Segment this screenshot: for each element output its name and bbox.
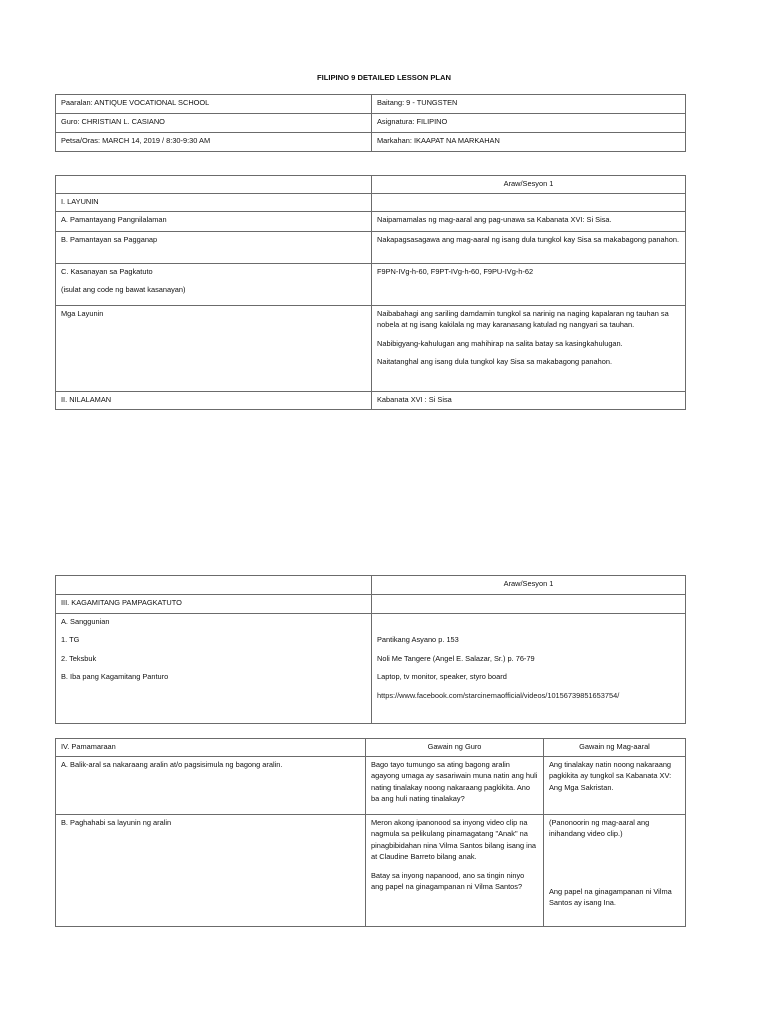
layunin-item: Naitatanghal ang isang dula tungkol kay Sisa sa makabagong panahon. [377, 357, 613, 367]
mga-layunin-values [372, 306, 686, 392]
teksbuk-value: Noli Me Tangere (Angel E. Salazar, Sr.) p. 76-79 [377, 653, 535, 663]
araw-sesyon-header: Araw/Sesyon 1 [372, 176, 686, 194]
sanggunian-label: A. Sanggunian [61, 617, 110, 626]
header-info-table [55, 94, 686, 152]
teksbuk-label: 2. Teksbuk [61, 653, 97, 663]
pamantayan-sa-pagganap-value: Nakapagsasagawa ang mag-aaral ng isang dula tungkol kay Sisa sa makabagong panahon. [372, 232, 686, 264]
empty-header-cell [56, 176, 372, 194]
pamantayan-sa-pagganap-label: B. Pamantayan sa Pagganap [56, 232, 372, 264]
empty-cell [372, 595, 686, 614]
gawain-ng-guro-header: Gawain ng Guro [366, 739, 544, 757]
iba-pang-kagamitan-label: B. Iba pang Kagamitang Panturo [61, 672, 169, 682]
kagamitan-section-label: III. KAGAMITANG PAMPAGKATUTO [56, 595, 372, 614]
pamantayang-pangnilalaman-label: A. Pamantayang Pangnilalaman [56, 212, 372, 232]
pamamaraan-header: IV. Pamamaraan [56, 739, 366, 757]
guro-cell: Guro: CHRISTIAN L. CASIANO [56, 114, 372, 133]
baitang-cell: Baitang: 9 - TUNGSTEN [372, 95, 686, 114]
kasanayan-note: (isulat ang code ng bawat kasanayan) [61, 285, 186, 295]
paghahabi-guro [366, 815, 544, 927]
nilalaman-value: Kabanata XVI : Si Sisa [372, 392, 686, 410]
nilalaman-label: II. NILALAMAN [56, 392, 372, 410]
kasanayan-label-cell [56, 264, 372, 306]
paghahabi-label: B. Paghahabi sa layunin ng aralin [56, 815, 366, 927]
empty-header-cell [56, 576, 372, 595]
pamamaraan-table [55, 738, 686, 927]
asignatura-cell: Asignatura: FILIPINO [372, 114, 686, 133]
paaralan-cell: Paaralan: ANTIQUE VOCATIONAL SCHOOL [56, 95, 372, 114]
layunin-item: Naibabahagi ang sariling damdamin tungkol sa narinig na naging kapalaran ng tauhan sa nobela at ng isang kakilala ng may karanasang katulad ng nangyari sa tauhan. [377, 309, 669, 330]
video-link[interactable]: https://www.facebook.com/starcinemaofficial/videos/10156739851653754/ [377, 690, 620, 700]
paghahabi-magaaral-text: (Panonoorin ng mag-aaral ang inihandang video clip.) [549, 818, 650, 839]
balik-aral-magaaral: Ang tinalakay natin noong nakaraang pagkikita ay tungkol sa Kabanata XV: Ang Mga Sakristan. [544, 757, 686, 815]
document-title: FILIPINO 9 DETAILED LESSON PLAN [316, 73, 452, 82]
iba-pang-kagamitan-value: Laptop, tv monitor, speaker, styro board [377, 672, 507, 682]
layunin-section-label: I. LAYUNIN [56, 194, 372, 212]
layunin-item: Nabibigyang-kahulugan ang mahihirap na salita batay sa kasingkahulugan. [377, 338, 623, 348]
markahan-cell: Markahan: IKAAPAT NA MARKAHAN [372, 133, 686, 152]
sanggunian-labels [56, 614, 372, 724]
paghahabi-guro-text: Meron akong ipanonood sa inyong video clip na nagmula sa pelikulang pinamagatang "Anak" na pinagbibidahan nina Vilma Santos bilang isang ina at Claudine Barreto bilang anak. [371, 818, 537, 862]
paghahabi-guro-question: Batay sa inyong napanood, ano sa tingin ninyo ang papel na ginagampanan ni Vilma Santos? [371, 870, 525, 892]
balik-aral-label: A. Balik-aral sa nakaraang aralin at/o pagsisimula ng bagong aralin. [56, 757, 366, 815]
kagamitan-table [55, 575, 686, 724]
paghahabi-magaaral-answer: Ang papel na ginagampanan ni Vilma Santos ay isang Ina. [549, 886, 672, 908]
petsa-cell: Petsa/Oras: MARCH 14, 2019 / 8:30-9:30 AM [56, 133, 372, 152]
mga-layunin-label: Mga Layunin [56, 306, 372, 392]
paghahabi-magaaral [544, 815, 686, 927]
layunin-table [55, 175, 686, 410]
kasanayan-codes: F9PN-IVg-h-60, F9PT-IVg-h-60, F9PU-IVg-h-62 [372, 264, 686, 306]
empty-cell [372, 194, 686, 212]
sanggunian-values [372, 614, 686, 724]
tg-value: Pantikang Asyano p. 153 [377, 635, 459, 645]
kasanayan-label: C. Kasanayan sa Pagkatuto [61, 267, 153, 276]
tg-label: 1. TG [61, 635, 80, 645]
araw-sesyon-header: Araw/Sesyon 1 [372, 576, 686, 595]
pamantayang-pangnilalaman-value: Naipamamalas ng mag-aaral ang pag-unawa sa Kabanata XVI: Si Sisa. [372, 212, 686, 232]
gawain-ng-magaaral-header: Gawain ng Mag-aaral [544, 739, 686, 757]
balik-aral-guro: Bago tayo tumungo sa ating bagong aralin agayong umaga ay sasariwain muna natin ang huli nating tinalakay noong nakaraang pagkikita. Ano ba ang huli nating tinalakay? [366, 757, 544, 815]
